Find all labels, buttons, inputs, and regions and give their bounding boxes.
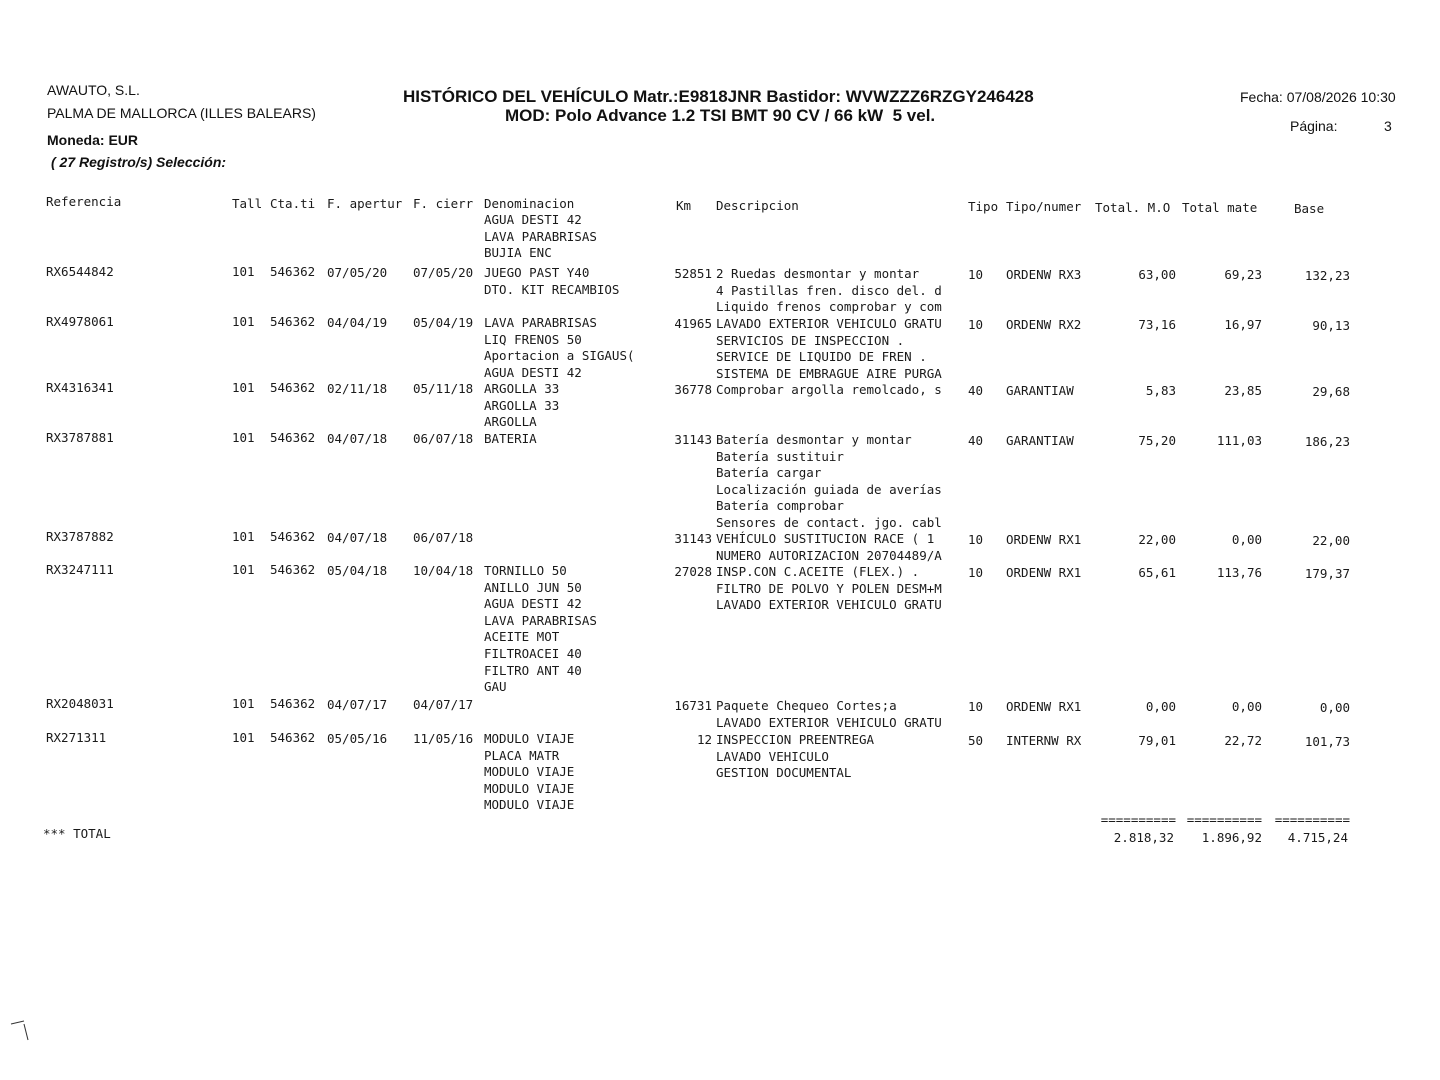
record-total-mo: 0,00	[1145, 699, 1176, 714]
record-km: 31143	[674, 531, 712, 546]
record-denominacion-line: MODULO VIAJE	[484, 781, 575, 796]
record-km: 16731	[674, 698, 712, 713]
record-km: 36778	[674, 382, 712, 397]
carryover-line: LAVA PARABRISAS	[484, 229, 597, 244]
record-base: 179,37	[1304, 566, 1350, 581]
record-referencia: RX2048031	[46, 696, 114, 711]
col-referencia: Referencia	[46, 194, 122, 209]
record-descripcion-line: Batería desmontar y montar	[716, 432, 912, 447]
record-tall: 101	[232, 314, 255, 329]
record-cta: 546362	[270, 730, 316, 745]
record-f-apertura: 05/04/18	[327, 563, 388, 578]
record-total-mo: 63,00	[1138, 267, 1176, 282]
record-descripcion-line: 2 Ruedas desmontar y montar	[716, 266, 920, 281]
record-total-mat: 22,72	[1224, 733, 1262, 748]
record-denominacion-line: ARGOLLA 33	[484, 398, 560, 413]
record-descripcion-line: Paquete Chequeo Cortes;a	[716, 698, 897, 713]
record-descripcion-line: INSP.CON C.ACEITE (FLEX.) .	[716, 564, 920, 579]
record-descripcion-line: Batería comprobar	[716, 498, 844, 513]
record-denominacion-line: ANILLO JUN 50	[484, 580, 582, 595]
record-total-mo: 79,01	[1138, 733, 1176, 748]
record-f-cierre: 10/04/18	[413, 563, 474, 578]
record-denominacion-line: TORNILLO 50	[484, 563, 567, 578]
record-denominacion-line: JUEGO PAST Y40	[484, 265, 590, 280]
col-tall: Tall	[232, 196, 263, 211]
record-f-cierre: 05/04/19	[413, 315, 474, 330]
record-cta: 546362	[270, 430, 316, 445]
record-denominacion-line: LIQ FRENOS 50	[484, 332, 582, 347]
total-separator-mat: ==========	[1186, 812, 1262, 827]
record-km: 41965	[674, 316, 712, 331]
record-base: 186,23	[1304, 434, 1350, 449]
record-referencia: RX4316341	[46, 380, 114, 395]
record-denominacion-line: MODULO VIAJE	[484, 731, 575, 746]
record-denominacion-line: FILTROACEI 40	[484, 646, 582, 661]
col-descripcion: Descripcion	[716, 198, 799, 213]
record-descripcion-line: Batería cargar	[716, 465, 822, 480]
record-base: 22,00	[1312, 533, 1350, 548]
record-descripcion-line: NUMERO AUTORIZACION 20704489/A	[716, 548, 942, 563]
record-tipo: 40	[968, 383, 984, 398]
col-denominacion: Denominacion	[484, 196, 575, 211]
company-name: AWAUTO, S.L.	[47, 82, 140, 98]
records-selection: ( 27 Registro/s) Selección:	[51, 154, 227, 170]
vehicle-model: MOD: Polo Advance 1.2 TSI BMT 90 CV / 66 kW 5 vel.	[505, 106, 936, 125]
record-denominacion-line: Aportacion a SIGAUS(	[484, 348, 635, 363]
record-tipo-numero: ORDENW RX3	[1006, 267, 1082, 282]
carryover-line: AGUA DESTI 42	[484, 212, 582, 227]
record-f-apertura: 02/11/18	[327, 381, 388, 396]
record-denominacion-line: MODULO VIAJE	[484, 764, 575, 779]
record-descripcion-line: 4 Pastillas fren. disco del. d	[716, 283, 942, 298]
record-referencia: RX3787881	[46, 430, 114, 445]
record-total-mo: 65,61	[1138, 565, 1176, 580]
record-cta: 546362	[270, 696, 316, 711]
report-title: HISTÓRICO DEL VEHÍCULO Matr.:E9818JNR Bastidor: WVWZZZ6RZGY246428	[403, 87, 1034, 106]
record-tall: 101	[232, 730, 255, 745]
record-total-mat: 0,00	[1231, 699, 1262, 714]
record-total-mo: 5,83	[1145, 383, 1176, 398]
record-descripcion-line: LAVADO EXTERIOR VEHICULO GRATU	[716, 715, 942, 730]
record-tipo-numero: INTERNW RX	[1006, 733, 1082, 748]
record-referencia: RX3787882	[46, 529, 114, 544]
carryover-line: BUJIA ENC	[484, 245, 552, 260]
record-denominacion-line: AGUA DESTI 42	[484, 596, 582, 611]
record-denominacion-line: DTO. KIT RECAMBIOS	[484, 282, 620, 297]
record-f-cierre: 06/07/18	[413, 431, 474, 446]
record-cta: 546362	[270, 314, 316, 329]
record-tipo: 10	[968, 699, 984, 714]
total-mat: 1.896,92	[1201, 830, 1262, 845]
record-base: 0,00	[1319, 700, 1350, 715]
record-descripcion-line: SISTEMA DE EMBRAGUE AIRE PURGA	[716, 366, 942, 381]
record-tipo-numero: GARANTIAW	[1006, 383, 1074, 398]
record-tipo-numero: ORDENW RX1	[1006, 532, 1082, 547]
record-descripcion-line: INSPECCION PREENTREGA	[716, 732, 875, 747]
record-tipo: 40	[968, 433, 984, 448]
record-referencia: RX271311	[46, 730, 107, 745]
currency-label: Moneda: EUR	[47, 132, 138, 148]
record-tipo-numero: GARANTIAW	[1006, 433, 1074, 448]
record-descripcion-line: FILTRO DE POLVO Y POLEN DESM+M	[716, 581, 942, 596]
col-f-apertura: F. apertur	[327, 196, 403, 211]
record-tall: 101	[232, 696, 255, 711]
record-cta: 546362	[270, 380, 316, 395]
record-f-apertura: 04/07/18	[327, 530, 388, 545]
record-total-mo: 73,16	[1138, 317, 1176, 332]
record-tipo: 10	[968, 565, 984, 580]
record-km: 27028	[674, 564, 712, 579]
col-total-mo: Total. M.O	[1095, 200, 1171, 215]
record-descripcion-line: Liquido frenos comprobar y com	[716, 299, 942, 314]
record-total-mat: 0,00	[1231, 532, 1262, 547]
record-total-mo: 75,20	[1138, 433, 1176, 448]
total-label: *** TOTAL	[43, 826, 111, 841]
record-descripcion-line: LAVADO VEHICULO	[716, 749, 829, 764]
record-total-mat: 23,85	[1224, 383, 1262, 398]
record-cta: 546362	[270, 562, 316, 577]
record-denominacion-line: BATERIA	[484, 431, 537, 446]
record-cta: 546362	[270, 264, 316, 279]
record-descripcion-line: LAVADO EXTERIOR VEHICULO GRATU	[716, 597, 942, 612]
record-f-cierre: 11/05/16	[413, 731, 474, 746]
page-number: 3	[1384, 118, 1392, 134]
record-denominacion-line: PLACA MATR	[484, 748, 560, 763]
record-descripcion-line: Localización guiada de averías	[716, 482, 942, 497]
record-referencia: RX6544842	[46, 264, 114, 279]
record-descripcion-line: Batería sustituir	[716, 449, 844, 464]
record-f-apertura: 04/04/19	[327, 315, 388, 330]
record-tipo: 10	[968, 267, 984, 282]
scan-mark-icon	[10, 1016, 30, 1042]
record-f-cierre: 06/07/18	[413, 530, 474, 545]
record-tipo-numero: ORDENW RX1	[1006, 699, 1082, 714]
record-f-cierre: 07/05/20	[413, 265, 474, 280]
total-base: 4.715,24	[1287, 830, 1348, 845]
record-total-mat: 113,76	[1216, 565, 1262, 580]
record-total-mat: 16,97	[1224, 317, 1262, 332]
record-base: 90,13	[1312, 318, 1350, 333]
record-f-cierre: 04/07/17	[413, 697, 474, 712]
record-denominacion-line: ARGOLLA 33	[484, 381, 560, 396]
record-denominacion-line: GAU	[484, 679, 507, 694]
record-total-mo: 22,00	[1138, 532, 1176, 547]
record-tall: 101	[232, 430, 255, 445]
record-referencia: RX4978061	[46, 314, 114, 329]
record-tipo: 10	[968, 317, 984, 332]
record-f-apertura: 04/07/17	[327, 697, 388, 712]
total-separator-mo: ==========	[1100, 812, 1176, 827]
record-descripcion-line: Comprobar argolla remolcado, s	[716, 382, 942, 397]
company-city: PALMA DE MALLORCA (ILLES BALEARS)	[47, 105, 316, 121]
record-descripcion-line: SERVICE DE LIQUIDO DE FREN .	[716, 349, 927, 364]
record-f-apertura: 05/05/16	[327, 731, 388, 746]
record-descripcion-line: LAVADO EXTERIOR VEHICULO GRATU	[716, 316, 942, 331]
record-f-apertura: 07/05/20	[327, 265, 388, 280]
record-km: 52851	[674, 266, 712, 281]
col-total-mat: Total mate	[1182, 200, 1258, 215]
record-tall: 101	[232, 529, 255, 544]
record-denominacion-line: MODULO VIAJE	[484, 797, 575, 812]
record-total-mat: 69,23	[1224, 267, 1262, 282]
record-tipo: 50	[968, 733, 984, 748]
record-f-cierre: 05/11/18	[413, 381, 474, 396]
record-descripcion-line: Sensores de contact. jgo. cabl	[716, 515, 942, 530]
record-tipo: 10	[968, 532, 984, 547]
record-base: 101,73	[1304, 734, 1350, 749]
record-descripcion-line: VEHÍCULO SUSTITUCION RACE ( 1	[716, 531, 935, 546]
col-cta: Cta.ti	[270, 196, 316, 211]
col-base: Base	[1294, 201, 1325, 216]
record-denominacion-line: AGUA DESTI 42	[484, 365, 582, 380]
record-referencia: RX3247111	[46, 562, 114, 577]
record-tall: 101	[232, 562, 255, 577]
record-base: 29,68	[1312, 384, 1350, 399]
record-km: 12	[696, 732, 712, 747]
record-denominacion-line: ACEITE MOT	[484, 629, 560, 644]
total-separator-base: ==========	[1274, 812, 1350, 827]
col-km: Km	[676, 198, 692, 213]
record-tall: 101	[232, 380, 255, 395]
record-cta: 546362	[270, 529, 316, 544]
col-tipo: Tipo	[968, 199, 999, 214]
record-tipo-numero: ORDENW RX1	[1006, 565, 1082, 580]
record-f-apertura: 04/07/18	[327, 431, 388, 446]
record-descripcion-line: GESTION DOCUMENTAL	[716, 765, 852, 780]
total-mo: 2.818,32	[1113, 830, 1174, 845]
page-label: Página:	[1290, 118, 1338, 134]
record-base: 132,23	[1304, 268, 1350, 283]
record-km: 31143	[674, 432, 712, 447]
record-denominacion-line: LAVA PARABRISAS	[484, 613, 597, 628]
record-denominacion-line: LAVA PARABRISAS	[484, 315, 597, 330]
record-denominacion-line: ARGOLLA	[484, 414, 537, 429]
col-tipo-numero: Tipo/numer	[1006, 199, 1082, 214]
record-total-mat: 111,03	[1216, 433, 1262, 448]
record-denominacion-line: FILTRO ANT 40	[484, 663, 582, 678]
record-tipo-numero: ORDENW RX2	[1006, 317, 1082, 332]
record-descripcion-line: SERVICIOS DE INSPECCION .	[716, 333, 905, 348]
col-f-cierre: F. cierr	[413, 196, 474, 211]
report-date: Fecha: 07/08/2026 10:30	[1240, 89, 1396, 105]
record-tall: 101	[232, 264, 255, 279]
